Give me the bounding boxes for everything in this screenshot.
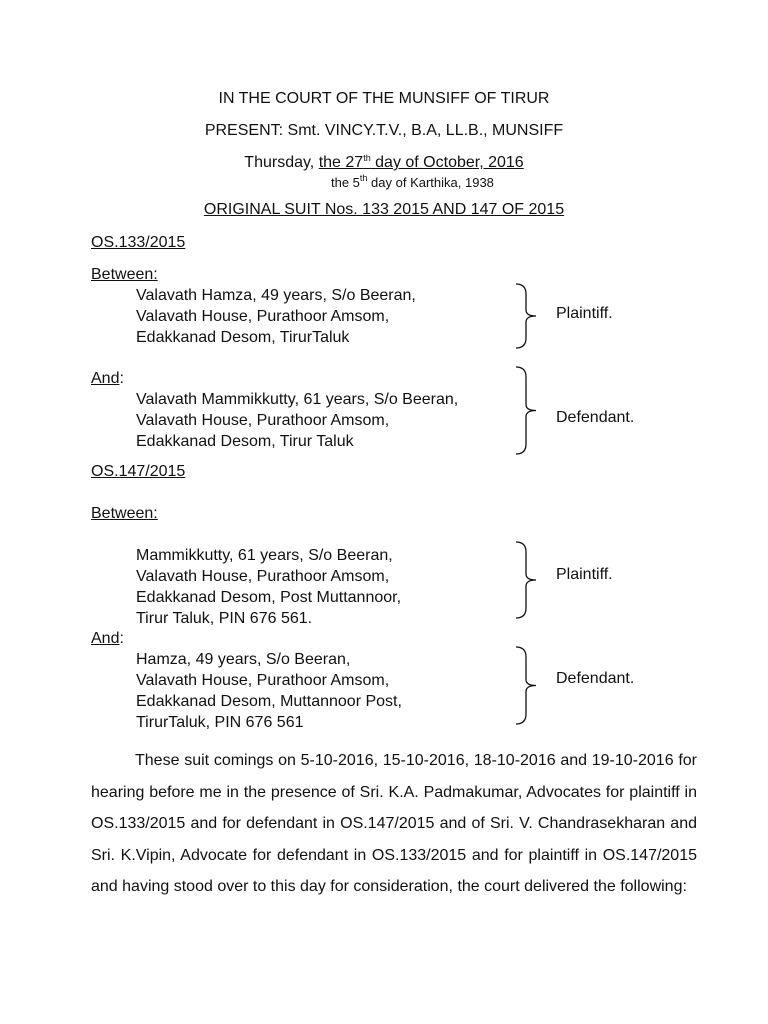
- date-sup: th: [363, 153, 371, 163]
- case1-defendant-line-1: Valavath Mammikkutty, 61 years, S/o Beeran,: [136, 391, 459, 408]
- case2-defendant-line-3: Edakkanad Desom, Muttannoor Post,: [136, 693, 402, 710]
- malayalam-pre: the 5: [331, 175, 360, 190]
- right-brace-icon: [514, 645, 542, 726]
- malayalam-date: [331, 172, 494, 193]
- malayalam-sup: th: [359, 173, 368, 183]
- judgment-date: [0, 154, 768, 172]
- case2-and-colon: :: [119, 630, 124, 647]
- case1-plaintiff-role: Plaintiff.: [556, 305, 613, 322]
- day-prefix: Thursday,: [244, 154, 319, 171]
- right-brace-icon: [514, 365, 542, 456]
- case1-plaintiff-line-1: Valavath Hamza, 49 years, S/o Beeran,: [136, 287, 416, 304]
- presiding-officer: PRESENT: Smt. VINCY.T.V., B.A, LL.B., MUNSIFF: [204, 122, 564, 139]
- case1-plaintiff-line-2: Valavath House, Purathoor Amsom,: [136, 308, 390, 325]
- suit-title: ORIGINAL SUIT Nos. 133 2015 AND 147 OF 2015: [203, 201, 565, 218]
- case1-defendant-line-3: Edakkanad Desom, Tirur Taluk: [136, 433, 354, 450]
- case1-number: OS.133/2015: [91, 234, 186, 251]
- case1-defendant-role: Defendant.: [556, 409, 635, 426]
- hearing-paragraph: These suit comings on 5-10-2016, 15-10-2016, 18-10-2016 and 19-10-2016 for hearing before me in the presence of Sri. K.A. Padmakumar, Advocates for plaintiff in OS.133/2015 and for defendant in OS.147/2015 and of Sri. V. Chandrasekharan and Sri. K.Vipin, Advocate for defendant in OS.133/2015 and for plaintiff in OS.147/2015 and having stood over to this day for consideration, the court delivered the following:: [91, 752, 697, 896]
- court-title: IN THE COURT OF THE MUNSIFF OF TIRUR: [218, 90, 550, 107]
- malayalam-post: day of Karthika, 1938: [367, 175, 494, 190]
- case2-defendant-line-2: Valavath House, Purathoor Amsom,: [136, 672, 390, 689]
- case2-defendant-line-4: TirurTaluk, PIN 676 561: [136, 714, 304, 731]
- case2-between-label: Between:: [91, 505, 158, 522]
- date-underlined: [319, 154, 524, 171]
- case2-plaintiff-role: Plaintiff.: [556, 566, 613, 583]
- case1-defendant-line-2: Valavath House, Purathoor Amsom,: [136, 412, 390, 429]
- date-pre: the 27: [318, 154, 364, 171]
- right-brace-icon: [514, 540, 542, 620]
- case1-plaintiff-line-3: Edakkanad Desom, TirurTaluk: [136, 329, 350, 346]
- case2-number: OS.147/2015: [91, 463, 186, 480]
- case1-and-text: And: [91, 370, 120, 387]
- case2-plaintiff-line-1: Mammikkutty, 61 years, S/o Beeran,: [136, 547, 393, 564]
- right-brace-icon: [514, 282, 542, 350]
- case2-defendant-line-1: Hamza, 49 years, S/o Beeran,: [136, 651, 351, 668]
- case1-between-label: Between:: [91, 266, 158, 283]
- case2-plaintiff-line-4: Tirur Taluk, PIN 676 561.: [136, 610, 313, 627]
- case1-and-label: [91, 368, 124, 389]
- case2-and-label: [91, 628, 124, 649]
- case2-and-text: And: [91, 630, 120, 647]
- case2-plaintiff-line-2: Valavath House, Purathoor Amsom,: [136, 568, 390, 585]
- case2-plaintiff-line-3: Edakkanad Desom, Post Muttannoor,: [136, 589, 402, 606]
- date-post: day of October, 2016: [370, 154, 524, 171]
- case2-defendant-role: Defendant.: [556, 670, 635, 687]
- case1-and-colon: :: [119, 370, 124, 387]
